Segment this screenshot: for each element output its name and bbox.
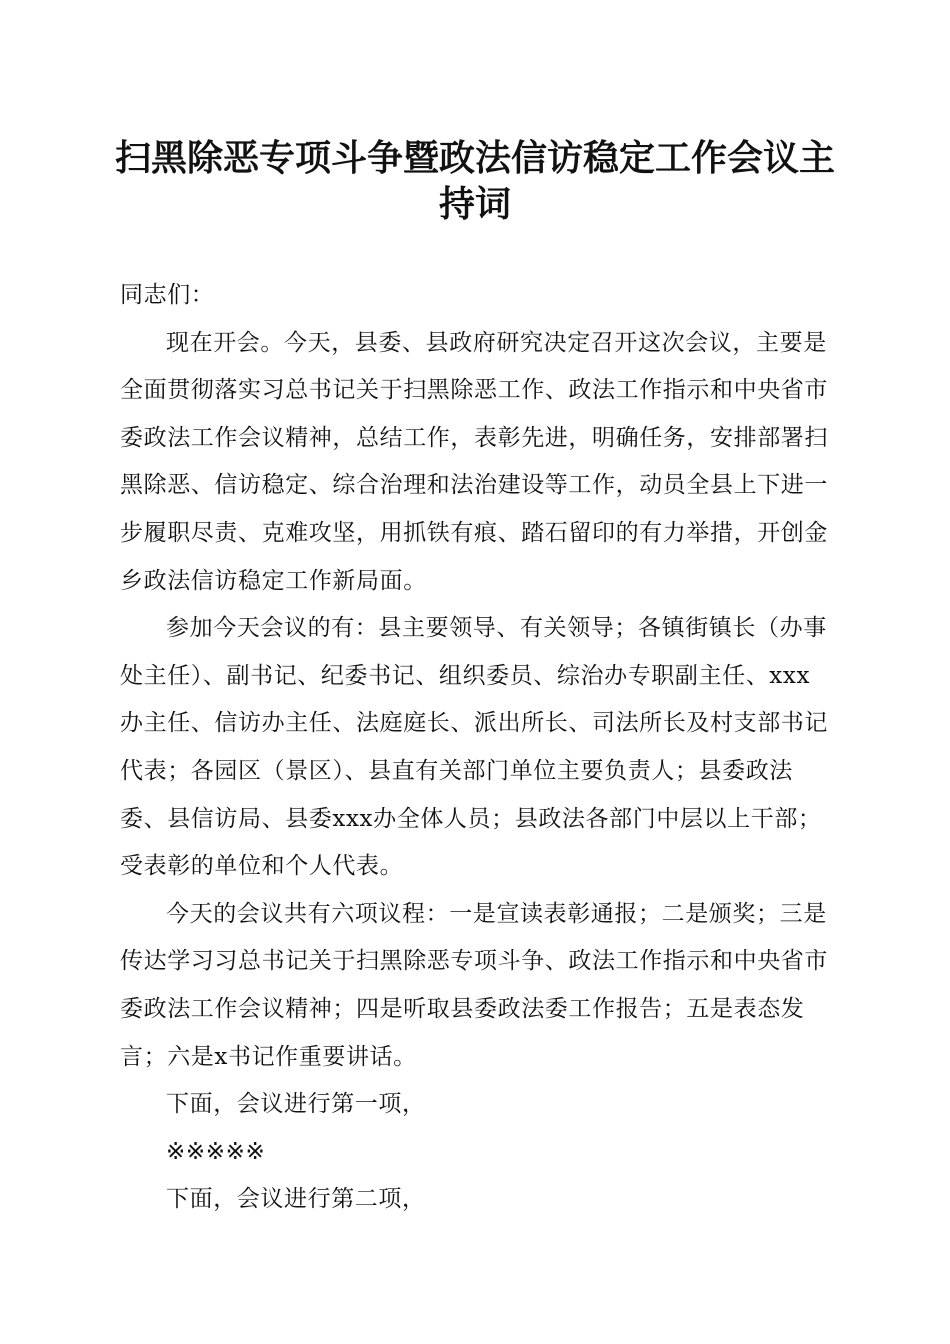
document-title: 扫黑除恶专项斗争暨政法信访稳定工作会议主持词 [114,137,835,225]
document-body [120,272,832,1224]
paragraph-item-one: 下面，会议进行第一项， [166,1091,426,1118]
salutation: 同志们： [120,282,215,308]
paragraph-agenda: 今天的会议共有六项议程：一是宣读表彰通报；二是颁奖；三是传达学习习总书记关于扫黑除恶专项斗争、政法工作指示和中央省市委政法工作会议精神；四是听取县委政法委工作报告；五是表态发言；六是x书记作重要讲话。 [120,900,828,1070]
paragraph-item-two: 下面，会议进行第二项， [166,1186,426,1213]
section-separator: ※※※※※ [166,1138,266,1165]
paragraph-attendees: 参加今天会议的有：县主要领导、有关领导；各镇街镇长（办事处主任）、副书记、纪委书记、组织委员、综治办专职副主任、xxx办主任、信访办主任、法庭庭长、派出所长、司法所长及村支部书记代表；各园区（景区）、县直有关部门单位主要负责人；县委政法委、县信访局、县委xxx办全体人员；县政法各部门中层以上干部；受表彰的单位和个人代表。 [120,615,828,880]
paragraph-opening: 现在开会。今天，县委、县政府研究决定召开这次会议，主要是全面贯彻落实习总书记关于扫黑除恶工作、政法工作指示和中央省市委政法工作会议精神，总结工作，表彰先进，明确任务，安排部署扫黑除恶、信访稳定、综合治理和法治建设等工作，动员全县上下进一步履职尽责、克难攻坚，用抓铁有痕、踏石留印的有力举措，开创金乡政法信访稳定工作新局面。 [120,329,828,594]
